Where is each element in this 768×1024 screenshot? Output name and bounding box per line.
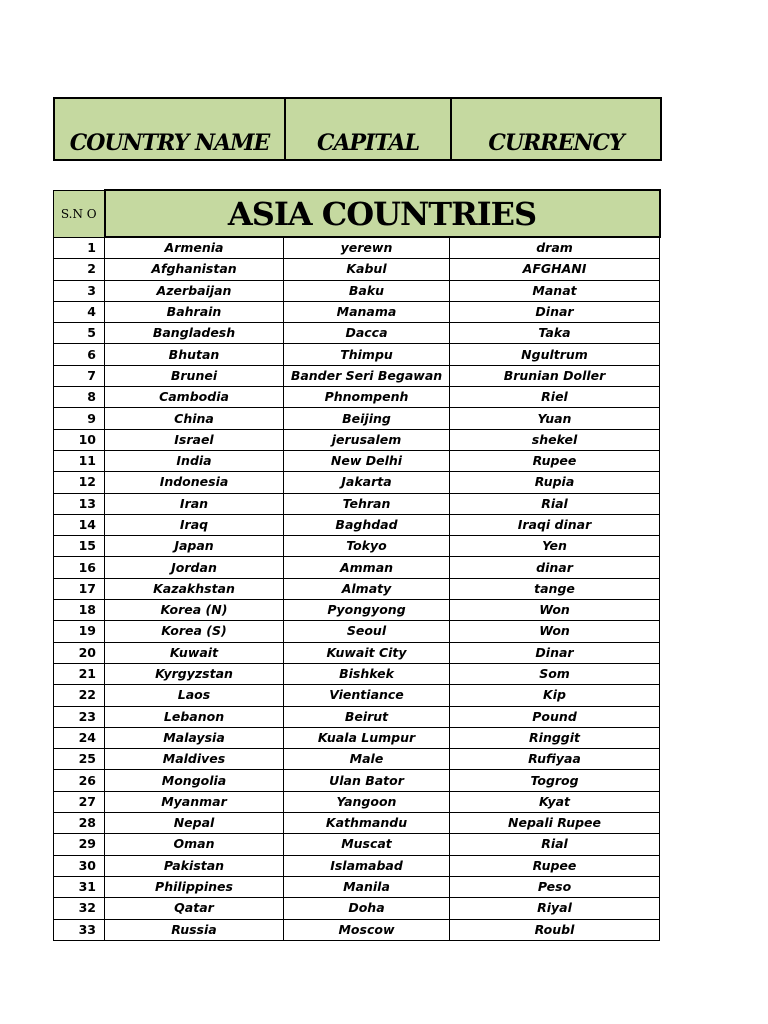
- table-row: [54, 301, 660, 322]
- table-row: [54, 280, 660, 301]
- country-cell: Kazakhstan: [105, 578, 284, 599]
- currency-cell: Yuan: [450, 408, 660, 429]
- currency-header: CURRENCY: [451, 98, 661, 160]
- sno-cell: 31: [54, 876, 105, 897]
- table-row: [54, 578, 660, 599]
- capital-cell: Islamabad: [284, 855, 450, 876]
- currency-cell: Rial: [450, 834, 660, 855]
- currency-cell: Nepali Rupee: [450, 813, 660, 834]
- table-row: [54, 536, 660, 557]
- sno-cell: 21: [54, 663, 105, 684]
- currency-cell: Ngultrum: [450, 344, 660, 365]
- country-cell: Jordan: [105, 557, 284, 578]
- currency-cell: Riyal: [450, 898, 660, 919]
- country-cell: Qatar: [105, 898, 284, 919]
- country-cell: Philippines: [105, 876, 284, 897]
- sno-cell: 24: [54, 727, 105, 748]
- table-row: [54, 834, 660, 855]
- country-cell: China: [105, 408, 284, 429]
- table-row: [54, 919, 660, 940]
- table-row: [54, 429, 660, 450]
- country-cell: Bangladesh: [105, 323, 284, 344]
- country-cell: Bhutan: [105, 344, 284, 365]
- capital-cell: Baghdad: [284, 514, 450, 535]
- country-cell: Kuwait: [105, 642, 284, 663]
- country-cell: Israel: [105, 429, 284, 450]
- capital-cell: Seoul: [284, 621, 450, 642]
- sno-cell: 14: [54, 514, 105, 535]
- country-cell: Kyrgyzstan: [105, 663, 284, 684]
- currency-cell: Rufiyaa: [450, 749, 660, 770]
- capital-cell: Tehran: [284, 493, 450, 514]
- sno-cell: 22: [54, 685, 105, 706]
- currency-cell: Dinar: [450, 301, 660, 322]
- currency-cell: tange: [450, 578, 660, 599]
- table-row: [54, 770, 660, 791]
- table-row: [54, 642, 660, 663]
- table-row: [54, 344, 660, 365]
- sno-cell: 29: [54, 834, 105, 855]
- table-row: [54, 621, 660, 642]
- currency-cell: Pound: [450, 706, 660, 727]
- table-row: [54, 237, 660, 259]
- country-cell: Korea (N): [105, 600, 284, 621]
- capital-cell: yerewn: [284, 237, 450, 259]
- sno-cell: 7: [54, 365, 105, 386]
- table-title: ASIA COUNTRIES: [105, 190, 660, 237]
- capital-cell: Jakarta: [284, 472, 450, 493]
- currency-cell: Manat: [450, 280, 660, 301]
- sno-cell: 5: [54, 323, 105, 344]
- currency-cell: Rupee: [450, 855, 660, 876]
- capital-cell: Muscat: [284, 834, 450, 855]
- capital-cell: Manama: [284, 301, 450, 322]
- country-cell: Brunei: [105, 365, 284, 386]
- capital-cell: Amman: [284, 557, 450, 578]
- sno-cell: 15: [54, 536, 105, 557]
- country-name-header: COUNTRY NAME: [54, 98, 285, 160]
- table-row: [54, 472, 660, 493]
- capital-cell: Kuala Lumpur: [284, 727, 450, 748]
- capital-cell: Tokyo: [284, 536, 450, 557]
- table-row: [54, 323, 660, 344]
- table-title-row: [54, 190, 660, 237]
- capital-cell: Baku: [284, 280, 450, 301]
- capital-cell: Doha: [284, 898, 450, 919]
- sno-cell: 30: [54, 855, 105, 876]
- capital-cell: Beijing: [284, 408, 450, 429]
- country-cell: Mongolia: [105, 770, 284, 791]
- sno-cell: 20: [54, 642, 105, 663]
- sno-cell: 26: [54, 770, 105, 791]
- currency-cell: shekel: [450, 429, 660, 450]
- country-cell: Iran: [105, 493, 284, 514]
- capital-cell: Moscow: [284, 919, 450, 940]
- asia-countries-table: [53, 189, 661, 941]
- capital-cell: Bishkek: [284, 663, 450, 684]
- currency-cell: Yen: [450, 536, 660, 557]
- sno-cell: 25: [54, 749, 105, 770]
- capital-cell: Ulan Bator: [284, 770, 450, 791]
- sno-header: S.N O: [54, 190, 105, 237]
- table-row: [54, 749, 660, 770]
- sno-cell: 17: [54, 578, 105, 599]
- table-row: [54, 685, 660, 706]
- table-row: [54, 898, 660, 919]
- table-row: [54, 663, 660, 684]
- capital-cell: Kathmandu: [284, 813, 450, 834]
- currency-cell: Rupee: [450, 450, 660, 471]
- currency-cell: Peso: [450, 876, 660, 897]
- currency-cell: Ringgit: [450, 727, 660, 748]
- table-row: [54, 408, 660, 429]
- currency-cell: dinar: [450, 557, 660, 578]
- country-cell: Bahrain: [105, 301, 284, 322]
- sno-cell: 9: [54, 408, 105, 429]
- country-cell: Laos: [105, 685, 284, 706]
- capital-cell: Manila: [284, 876, 450, 897]
- capital-cell: Thimpu: [284, 344, 450, 365]
- sno-cell: 19: [54, 621, 105, 642]
- country-cell: Indonesia: [105, 472, 284, 493]
- currency-cell: Taka: [450, 323, 660, 344]
- currency-cell: dram: [450, 237, 660, 259]
- capital-cell: Kabul: [284, 259, 450, 280]
- sno-cell: 23: [54, 706, 105, 727]
- table-row: [54, 813, 660, 834]
- column-header-row: [54, 98, 661, 160]
- capital-cell: jerusalem: [284, 429, 450, 450]
- currency-cell: Riel: [450, 387, 660, 408]
- country-cell: Armenia: [105, 237, 284, 259]
- sno-cell: 12: [54, 472, 105, 493]
- table-row: [54, 727, 660, 748]
- country-cell: Nepal: [105, 813, 284, 834]
- country-cell: Japan: [105, 536, 284, 557]
- column-header-table: [53, 97, 662, 161]
- currency-cell: Won: [450, 600, 660, 621]
- capital-cell: Beirut: [284, 706, 450, 727]
- currency-cell: Rial: [450, 493, 660, 514]
- table-row: [54, 387, 660, 408]
- sno-cell: 33: [54, 919, 105, 940]
- currency-cell: Som: [450, 663, 660, 684]
- sno-cell: 4: [54, 301, 105, 322]
- capital-cell: Male: [284, 749, 450, 770]
- sno-cell: 27: [54, 791, 105, 812]
- capital-cell: Kuwait City: [284, 642, 450, 663]
- currency-cell: Kip: [450, 685, 660, 706]
- capital-cell: Yangoon: [284, 791, 450, 812]
- capital-cell: New Delhi: [284, 450, 450, 471]
- sno-cell: 11: [54, 450, 105, 471]
- sno-cell: 2: [54, 259, 105, 280]
- capital-cell: Pyongyong: [284, 600, 450, 621]
- country-cell: India: [105, 450, 284, 471]
- currency-cell: Dinar: [450, 642, 660, 663]
- table-row: [54, 855, 660, 876]
- currency-cell: Rupia: [450, 472, 660, 493]
- sno-cell: 18: [54, 600, 105, 621]
- capital-header: CAPITAL: [285, 98, 451, 160]
- table-row: [54, 600, 660, 621]
- country-cell: Korea (S): [105, 621, 284, 642]
- capital-cell: Dacca: [284, 323, 450, 344]
- currency-cell: Togrog: [450, 770, 660, 791]
- sno-cell: 3: [54, 280, 105, 301]
- currency-cell: Iraqi dinar: [450, 514, 660, 535]
- sno-cell: 6: [54, 344, 105, 365]
- sno-cell: 13: [54, 493, 105, 514]
- table-row: [54, 259, 660, 280]
- currency-cell: Roubl: [450, 919, 660, 940]
- table-row: [54, 365, 660, 386]
- country-cell: Azerbaijan: [105, 280, 284, 301]
- table-row: [54, 876, 660, 897]
- table-row: [54, 706, 660, 727]
- table-row: [54, 514, 660, 535]
- sno-cell: 28: [54, 813, 105, 834]
- sno-cell: 8: [54, 387, 105, 408]
- table-row: [54, 450, 660, 471]
- table-row: [54, 557, 660, 578]
- country-cell: Maldives: [105, 749, 284, 770]
- capital-cell: Phnompenh: [284, 387, 450, 408]
- table-row: [54, 791, 660, 812]
- country-cell: Russia: [105, 919, 284, 940]
- sno-cell: 10: [54, 429, 105, 450]
- capital-cell: Vientiance: [284, 685, 450, 706]
- country-cell: Pakistan: [105, 855, 284, 876]
- sno-cell: 32: [54, 898, 105, 919]
- table-row: [54, 493, 660, 514]
- country-cell: Malaysia: [105, 727, 284, 748]
- currency-cell: Brunian Doller: [450, 365, 660, 386]
- table-body: [54, 190, 660, 940]
- sno-cell: 1: [54, 237, 105, 259]
- country-cell: Myanmar: [105, 791, 284, 812]
- capital-cell: Almaty: [284, 578, 450, 599]
- country-cell: Lebanon: [105, 706, 284, 727]
- country-cell: Afghanistan: [105, 259, 284, 280]
- capital-cell: Bander Seri Begawan: [284, 365, 450, 386]
- currency-cell: Won: [450, 621, 660, 642]
- sno-cell: 16: [54, 557, 105, 578]
- country-cell: Iraq: [105, 514, 284, 535]
- country-cell: Oman: [105, 834, 284, 855]
- currency-cell: Kyat: [450, 791, 660, 812]
- country-cell: Cambodia: [105, 387, 284, 408]
- currency-cell: AFGHANI: [450, 259, 660, 280]
